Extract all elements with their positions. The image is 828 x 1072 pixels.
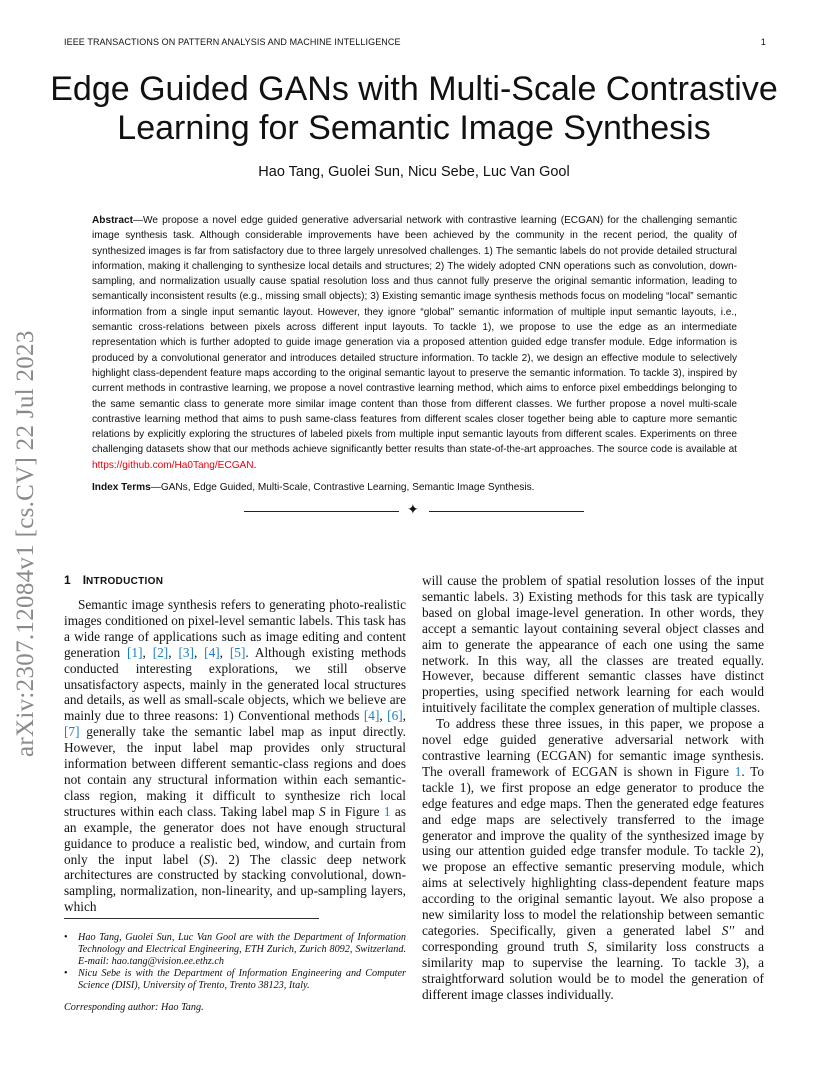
paper-title: Edge Guided GANs with Multi-Scale Contrastive Learning for Semantic Image Synthesis xyxy=(50,70,778,147)
abstract xyxy=(92,213,737,473)
footnote-text: Nicu Sebe is with the Department of Information Engineering and Computer Science (DISI), University of Trento, Trento 38123, Italy. xyxy=(78,968,406,991)
section-divider xyxy=(244,503,584,519)
text-span: . To tackle 1), we first propose an edge generator to produce the edge features and edge maps. Then the generated edge features and edge maps are selectively transferred to the image generator and improve the quality of the synthesized image by using our attention guided edge transfer module. To tackle 2), we propose an effective semantic preserving module, which aims at selectively highlighting class-dependent feature maps according to the original semantic layout. We also propose a new similarity loss to model the relationship between semantic categories. Specifically, given a generated label xyxy=(422,763,764,938)
text-span: ). 2) The classic deep network architectures are constructed by stacking convolutional, down-sampling, normalization, non-linearity, and up-sampling layers, which xyxy=(64,851,406,915)
index-terms-text: —GANs, Edge Guided, Multi-Scale, Contrastive Learning, Semantic Image Synthesis. xyxy=(150,482,535,493)
divider-line-right xyxy=(429,511,584,512)
footnote-item xyxy=(64,932,406,968)
journal-name: IEEE TRANSACTIONS ON PATTERN ANALYSIS AND MACHINE INTELLIGENCE xyxy=(64,37,401,47)
bullet: • xyxy=(64,968,68,979)
text-span: generally take the semantic label map as input directly. However, the input label map provides only structural information between different semantic-class regions and does not contain any structural information within each semantic-class region, making it difficult to synthesize rich local structures within each class. Taking label map xyxy=(64,724,406,819)
citation[interactable]: [3] xyxy=(178,644,194,660)
running-head xyxy=(64,37,766,47)
citation[interactable]: [7] xyxy=(64,724,80,740)
abstract-label: Abstract xyxy=(92,215,133,226)
text-span: , similarity loss constructs a similarity map to supervise the learning. To tackle 3), a straightforward solution would be to model the generation of different image classes individually. xyxy=(422,938,764,1002)
intro-paragraph-1: Semantic image synthesis refers to generating photo-realistic images conditioned on pixel-level semantic labels. This task has a wide range of applications such as image editing and content generation [1], [2], [3], [4], [5]. Although existing methods conducted interesting explorations, we still observe unsatisfactory aspects, mainly in the generated local structures and details, as well as small-scale objects, which we believe are mainly due to three reasons: 1) Conventional methods [4], [6], [7] generally take the semantic label map as input directly. However, the input label map provides only structural information between different semantic-class regions and does not contain any structural information within each semantic-class region, making it difficult to synthesize rich local structures within each class. Taking label map S in Figure 1 as an example, the generator does not have enough structural guidance to produce a realistic bed, window, and curtain from only the input label (S). 2) The classic deep network architectures are constructed by stacking convolutional, down-sampling, normalization, non-linearity, and up-sampling layers, which xyxy=(64,597,406,915)
citation[interactable]: [5] xyxy=(229,644,246,660)
citation[interactable]: [1] xyxy=(127,644,143,660)
footnotes xyxy=(64,932,406,1014)
math-symbol: S xyxy=(587,938,594,954)
citation[interactable]: [6] xyxy=(387,708,403,724)
section-number: 1 xyxy=(64,573,71,587)
corresponding-author: Corresponding author: Hao Tang. xyxy=(64,1002,204,1013)
intro-paragraph-continued: will cause the problem of spatial resolution losses of the input semantic labels. 3) Existing methods for this task are typically based on global image-level generation. In other words, they accept a semantic layout containing several object classes and aim to generate the appearance of each one using the same network. In this way, all the classes are treated equally. However, because different semantic classes have distinct properties, using specified network learning for each would intuitively facilitate the complex generation of multiple classes. xyxy=(422,573,764,716)
page-number: 1 xyxy=(760,37,766,47)
section-title-rest: NTRODUCTION xyxy=(86,576,164,587)
divider-line-left xyxy=(244,511,399,512)
author-list: Hao Tang, Guolei Sun, Nicu Sebe, Luc Van Gool xyxy=(258,164,570,180)
text-span: in Figure xyxy=(325,803,384,819)
divider-glyph: ✦ xyxy=(407,503,419,518)
text-span: To address these three issues, in this paper, we propose a novel edge guided generative adversarial network with contrastive learning (ECGAN) for semantic image synthesis. The overall framework of ECGAN is shown in Figure xyxy=(422,716,764,779)
citation[interactable]: [4] xyxy=(363,708,380,724)
figure-reference[interactable]: 1 xyxy=(383,803,391,819)
footnote-rule xyxy=(64,918,319,919)
text-span: as an example, the generator does not have enough structural guidance to produce a realistic bed, window, and curtain from only the input label ( xyxy=(64,803,406,867)
left-column xyxy=(64,597,406,915)
abstract-text: —We propose a novel edge guided generative adversarial network with contrastive learning (ECGAN) for the challenging semantic image synthesis task. Although considerable improvements have been achieved by the community in the recent period, the quality of synthesized images is far from satisfactory due to three largely unresolved challenges. 1) The semantic labels do not provide detailed structural information, making it challenging to synthesize local details and structures; 2) The widely adopted CNN operations such as convolution, down-sampling, and normalization usually cause spatial resolution loss and thus cannot fully preserve the original semantic information, leading to semantically inconsistent results (e.g., missing small objects); 3) Existing semantic image synthesis methods focus on modeling “local” semantic information from a single input semantic layout. However, they ignore “global” semantic information of multiple input semantic layouts, i.e., semantic cross-relations between pixels across different input layouts. To tackle 1), we propose to use the edge as an intermediate representation which is further adopted to guide image generation via a proposed attention guided edge transfer module. Edge information is produced by a convolutional generator and introduces detailed structure information. To tackle 2), we design an effective module to selectively highlight class-dependent feature maps according to the original semantic layout to preserve the semantic information. To tackle 3), inspired by current methods in contrastive learning, we propose a novel contrastive learning method, which aims to enforce pixel embeddings belonging to the same semantic class to generate more similar image content than those from different classes. We further propose a novel multi-scale contrastive learning method that aims to push same-class features from different scales closer together being able to capture more semantic relations by explicitly exploring the structures of labeled pixels from multiple input semantic layouts from different scales. Experiments on three challenging datasets show that our methods achieve significantly better results than state-of-the-art approaches. The source code is available at xyxy=(92,215,737,456)
index-terms-label: Index Terms xyxy=(92,482,151,493)
section-heading xyxy=(64,573,163,587)
text-span: and corresponding ground truth xyxy=(422,922,764,954)
math-symbol: S xyxy=(203,851,211,867)
math-symbol: S′′ xyxy=(721,922,735,938)
footnote-text: Hao Tang, Guolei Sun, Luc Van Gool are with the Department of Information Technology and Electrical Engineering, ETH Zurich, Zurich 8092, Switzerland. E-mail: hao.tang@vision.ee.ethz.ch xyxy=(78,932,406,967)
abstract-end: . xyxy=(253,459,257,471)
citation[interactable]: [2] xyxy=(152,644,169,660)
code-link[interactable]: https://github.com/Ha0Tang/ECGAN xyxy=(92,459,254,471)
bullet: • xyxy=(64,932,68,943)
figure-reference[interactable]: 1 xyxy=(734,763,742,779)
footnote-item xyxy=(64,968,406,992)
citation[interactable]: [4] xyxy=(204,644,220,660)
right-column xyxy=(422,573,764,1002)
intro-paragraph-2 xyxy=(422,716,764,1002)
arxiv-stamp: arXiv:2307.12084v1 [cs.CV] 22 Jul 2023 xyxy=(12,330,39,757)
section-title-initial: I xyxy=(82,573,87,587)
text-span: Semantic image synthesis refers to generating photo-realistic images conditioned on pixel-level semantic labels. This task has a wide range of applications such as image editing and content generation xyxy=(64,597,406,660)
math-symbol: S xyxy=(319,803,326,819)
index-terms xyxy=(92,482,737,493)
text-span: Although existing methods conducted interesting explorations, we still observe unsatisfactory aspects, mainly in the generated local structures and details, as well as small-scale objects, which we believe are mainly due to three reasons: 1) Conventional methods xyxy=(64,644,406,724)
